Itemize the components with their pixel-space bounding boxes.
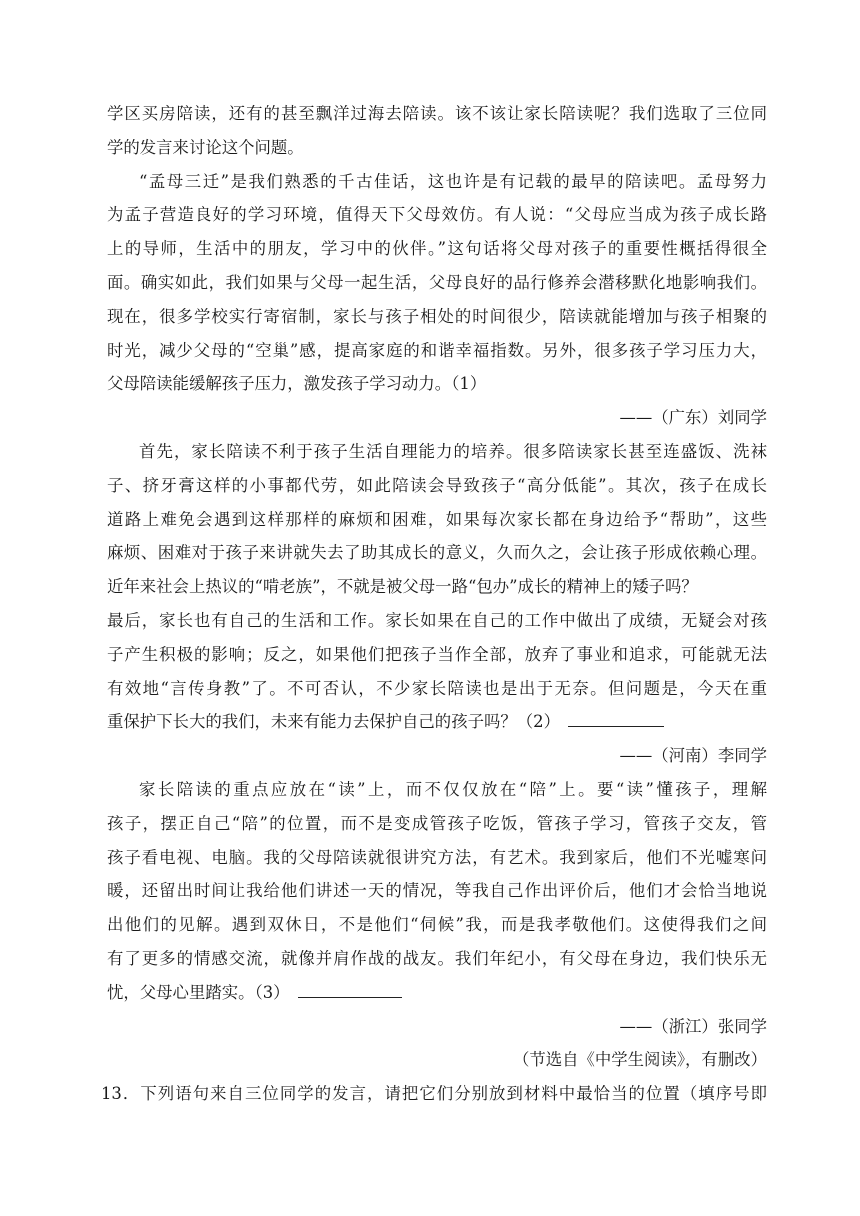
intro-line: 学的发言来讨论这个问题。 — [107, 137, 304, 157]
speaker2-last-line — [107, 705, 767, 739]
speaker3-signature: ——（浙江）张同学 — [619, 1016, 767, 1036]
speaker1-line: 上的导师，生活中的朋友，学习中的伙伴。”这句话将父母对孩子的重要性概括得很全 — [107, 239, 767, 259]
speaker1-line: 现在，很多学校实行寄宿制，家长与孩子相处的时间很少，陪读就能增加与孩子相聚的 — [107, 306, 767, 326]
speaker2-line: 首先，家长陪读不利于孩子生活自理能力的培养。很多陪读家长甚至连盛饭、洗袜 — [139, 441, 767, 461]
speaker1-line: 面。确实如此，我们如果与父母一起生活，父母良好的品行修养会潜移默化地影响我们。 — [107, 272, 767, 292]
speaker3-line: 孩子，摆正自己“陪”的位置，而不是变成管孩子吃饭，管孩子学习，管孩子交友，管 — [107, 813, 767, 833]
speaker1-line: 为孟子营造良好的学习环境，值得天下父母效仿。有人说：“父母应当成为孩子成长路 — [107, 205, 767, 225]
speaker3-line: 出他们的见解。遇到双休日，不是他们“伺候”我，而是我孝敬他们。这使得我们之间 — [107, 915, 767, 935]
source-note: （节选自《中学生阅读》，有删改） — [512, 1050, 767, 1070]
speaker2-signature: ——（河南）李同学 — [619, 746, 767, 766]
speaker3-line: 忧，父母心里踏实。（3） — [107, 982, 290, 1002]
speaker1-line: 时光，减少父母的“空巢”感，提高家庭的和谐幸福指数。另外，很多孩子学习压力大， — [107, 340, 767, 360]
speaker3-line: 孩子看电视、电脑。我的父母陪读就很讲究方法，有艺术。我到家后，他们不光嘘寒问 — [107, 847, 767, 867]
speaker3-last-line — [107, 976, 767, 1010]
article-body — [101, 97, 767, 1111]
speaker1-signature: ——（广东）刘同学 — [619, 408, 767, 428]
answer-blank-2[interactable] — [568, 710, 664, 727]
speaker3-line: 暖，还留出时间让我给他们讲述一天的情况，等我自己作出评价后，他们才会恰当地说 — [107, 881, 767, 901]
speaker2-line: 有效地“言传身教”了。不可否认，不少家长陪读也是出于无奈。但问题是，今天在重 — [107, 678, 767, 698]
speaker3-line: 有了更多的情感交流，就像并肩作战的战友。我们年纪小，有父母在身边，我们快乐无 — [107, 948, 767, 968]
speaker1-line: 父母陪读能缓解孩子压力，激发孩子学习动力。（1） — [107, 374, 487, 394]
speaker2-line: 子产生积极的影响；反之，如果他们把孩子当作全部，放弃了事业和追求，可能就无法 — [107, 644, 767, 664]
speaker2-line: 最后，家长也有自己的生活和工作。家长如果在自己的工作中做出了成绩，无疑会对孩 — [107, 610, 767, 630]
speaker2-line: 重保护下长大的我们，未来有能力去保护自己的孩子吗？（2） — [107, 712, 560, 732]
answer-blank-3[interactable] — [298, 980, 402, 997]
speaker2-line: 道路上难免会遇到这样那样的麻烦和困难，如果每次家长都在身边给予“帮助”，这些 — [107, 509, 767, 529]
speaker2-line: 子、挤牙膏这样的小事都代劳，如此陪读会导致孩子“高分低能”。其次，孩子在成长 — [107, 475, 767, 495]
speaker2-line: 近年来社会上热议的“啃老族”，不就是被父母一路“包办”成长的精神上的矮子吗？ — [107, 577, 698, 597]
speaker1-line: “孟母三迁”是我们熟悉的千古佳话，这也许是有记载的最早的陪读吧。孟母努力 — [139, 171, 767, 191]
speaker2-line: 麻烦、困难对于孩子来讲就失去了助其成长的意义，久而久之，会让孩子形成依赖心理。 — [107, 543, 767, 563]
speaker3-line: 家长陪读的重点应放在“读”上，而不仅仅放在“陪”上。要“读”懂孩子，理解 — [139, 779, 767, 799]
intro-line: 学区买房陪读，还有的甚至飘洋过海去陪读。该不该让家长陪读呢？我们选取了三位同 — [107, 104, 767, 123]
question-13: 13．下列语句来自三位同学的发言，请把它们分别放到材料中最恰当的位置（填序号即 — [101, 1084, 767, 1104]
